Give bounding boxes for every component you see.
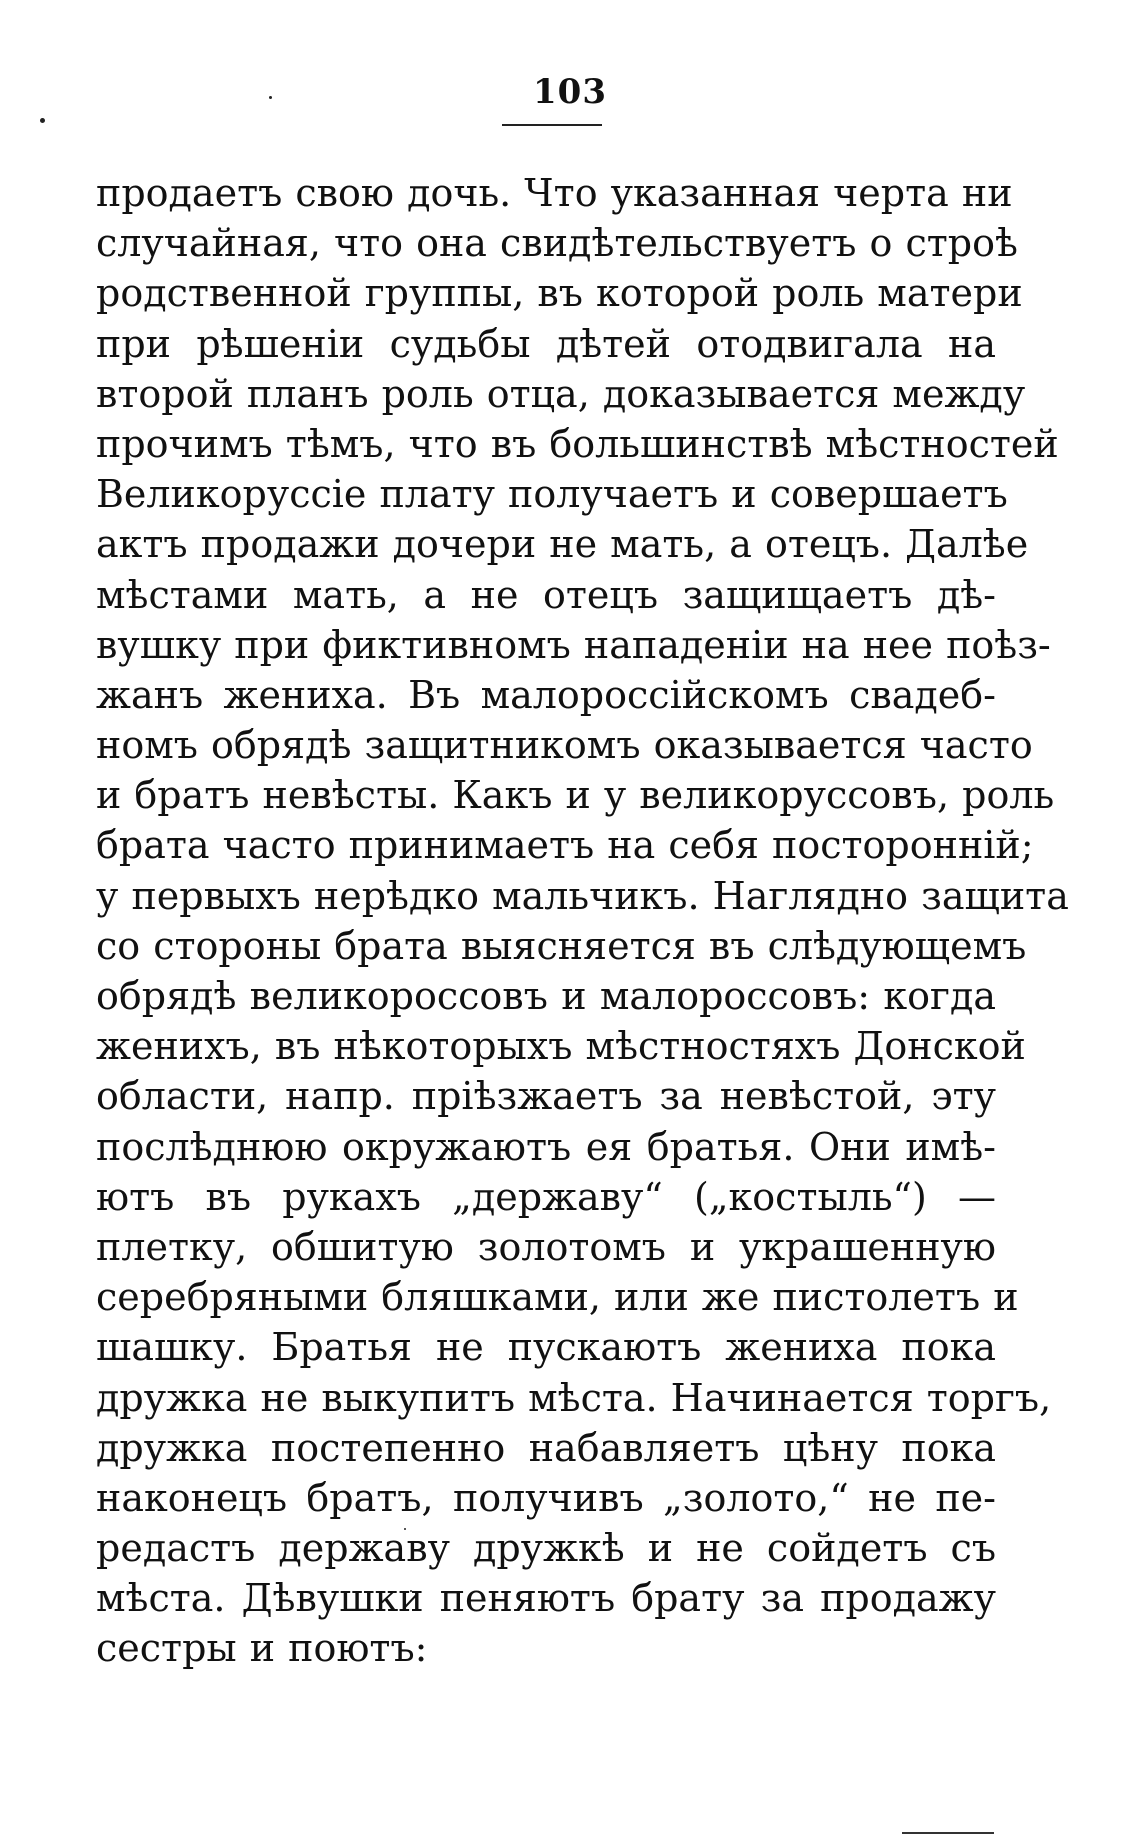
text-line: наконецъ братъ, получивъ „золото,“ не пе- — [96, 1475, 996, 1520]
text-line: области, напр. пріѣзжаетъ за невѣстой, эту — [96, 1074, 996, 1119]
text-line: родственной группы, въ которой роль матери — [96, 271, 1023, 316]
page-number-rule — [502, 124, 602, 126]
text-line: шашку. Братья не пускаютъ жениха пока — [96, 1325, 996, 1370]
text-line: брата часто принимаетъ на себя посторонній; — [96, 823, 1034, 868]
ink-speck — [269, 96, 272, 99]
text-line: со стороны брата выясняется въ слѣдующемъ — [96, 923, 1027, 968]
text-line: сестры и поютъ: — [96, 1626, 428, 1671]
text-line: случайная, что она свидѣтельствуетъ о строѣ — [96, 221, 1018, 266]
text-line: мѣста. Дѣвушки пеняютъ брату за продажу — [96, 1576, 996, 1621]
text-body — [96, 168, 1069, 1674]
text-line: плетку, обшитую золотомъ и украшенную — [96, 1224, 996, 1269]
text-line: и братъ невѣсты. Какъ и у великоруссовъ, роль — [96, 773, 1055, 818]
text-line: обрядѣ великороссовъ и малороссовъ: когда — [96, 974, 996, 1018]
page-number: 103 — [533, 72, 607, 112]
text-line: жанъ жениха. Въ малороссійскомъ свадеб- — [96, 672, 996, 717]
text-line: серебряными бляшками, или же пистолетъ и — [96, 1275, 1019, 1320]
ink-speck — [40, 118, 45, 123]
text-line: женихъ, въ нѣкоторыхъ мѣстностяхъ Донской — [96, 1024, 1026, 1069]
text-line: Великоруссіе плату получаетъ и совершаетъ — [96, 472, 1008, 517]
text-line: ютъ въ рукахъ „державу“ („костыль“) — — [96, 1174, 996, 1219]
text-line: редастъ державу дружкѣ и не сойдетъ съ — [96, 1526, 996, 1571]
text-line: дружка не выкупитъ мѣста. Начинается торгъ, — [96, 1375, 1052, 1420]
text-line: при рѣшеніи судьбы дѣтей отодвигала на — [96, 321, 996, 366]
text-line: номъ обрядѣ защитникомъ оказывается часто — [96, 723, 1033, 768]
text-line: вушку при фиктивномъ нападеніи на нее поѣз- — [96, 622, 1051, 667]
text-line: актъ продажи дочери не мать, а отецъ. Далѣе — [96, 522, 1029, 567]
bottom-rule — [902, 1832, 994, 1834]
text-line: продаетъ свою дочь. Что указанная черта ни — [96, 171, 1013, 215]
text-line: дружка постепенно набавляетъ цѣну пока — [96, 1425, 996, 1470]
text-line: мѣстами мать, а не отецъ защищаетъ дѣ- — [96, 572, 996, 617]
text-line: послѣднюю окружаютъ ея братья. Они имѣ- — [96, 1124, 996, 1169]
text-line: прочимъ тѣмъ, что въ большинствѣ мѣстностей — [96, 421, 1059, 466]
text-line: второй планъ роль отца, доказывается между — [96, 371, 1026, 416]
text-line: у первыхъ нерѣдко мальчикъ. Наглядно защита — [96, 873, 1069, 918]
